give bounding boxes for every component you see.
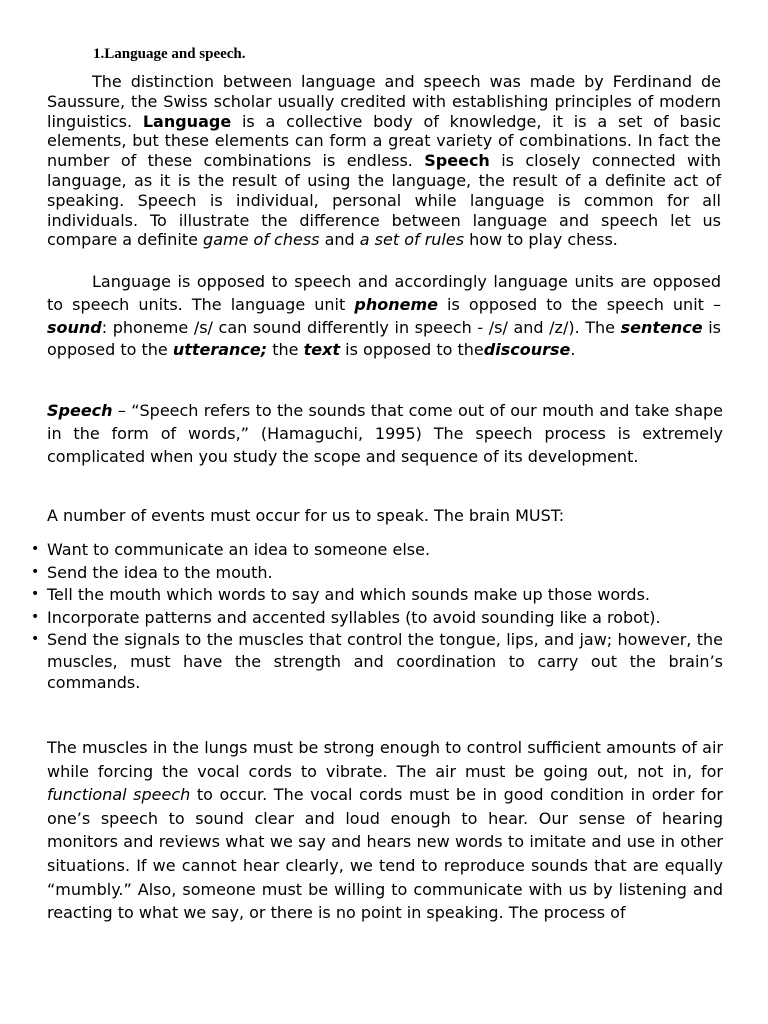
bullet-icon: • (31, 586, 40, 602)
paragraph-text: : phoneme /s/ can sound differently in speech - /s/ and /z/). The (101, 317, 621, 337)
list-item-text: Incorporate patterns and accented syllables (to avoid sounding like a robot). (47, 607, 661, 627)
paragraph-text: – “Speech refers to the sounds that come out of our mouth and take shape in the form of words,” (Hamaguchi, 1995) The speech process is extremely complicated when you study the scope and sequence of its development. (47, 401, 723, 466)
term-text: text (303, 340, 341, 360)
term-game-of-chess: game of chess (203, 230, 320, 250)
term-set-of-rules: a set of rules (359, 230, 465, 250)
term-sentence: sentence (620, 317, 703, 337)
bullet-icon: • (31, 631, 40, 647)
section-heading: 1.Language and speech. (93, 46, 246, 62)
term-functional-speech: functional speech (47, 785, 191, 805)
paragraph-events-intro: A number of events must occur for us to speak. The brain MUST: (47, 506, 565, 525)
paragraph-language-speech-distinction (47, 72, 721, 250)
paragraph-text: to occur. The vocal cords must be in good condition in order for one’s speech to sound clear and loud enough to hear. Our sense of hearing monitors and reviews what we say and hears new words to imitate and use in other situations. If we cannot hear clearly, we tend to reproduce sounds that are equally “mumbly.” Also, someone must be willing to communicate with us by listening and reacting to what we say, or there is no point in speaking. The process of (47, 785, 724, 923)
term-speech: Speech (424, 151, 490, 171)
term-speech-heading: Speech (47, 401, 113, 420)
brain-steps-list (0, 539, 768, 695)
bullet-icon: • (31, 608, 40, 625)
paragraph-units-opposition (47, 271, 721, 362)
bullet-icon: • (31, 563, 40, 580)
paragraph-text: is opposed to the (340, 340, 484, 360)
paragraph-text: The distinction between language and speech was made by Ferdinand de Saussure, the Swiss scholar usually credited with establishing principles of modern linguistics. (47, 72, 721, 131)
paragraph-text: is opposed to the speech unit – (437, 294, 721, 314)
paragraph-text: is a collective body of knowledge, it is a set of basic elements, but these elements can form a great variety of combinations. In fact the number of these combinations is endless. (47, 111, 721, 171)
paragraph-text: how to play chess. (464, 230, 618, 250)
paragraph-text: is opposed to the (47, 317, 721, 360)
term-sound: sound (47, 317, 102, 337)
list-item-text: Send the idea to the mouth. (47, 562, 273, 582)
list-item-text: Want to communicate an idea to someone else. (47, 540, 431, 559)
term-language: Language (142, 111, 232, 131)
list-item-text: Tell the mouth which words to say and which sounds make up those words. (47, 585, 651, 604)
paragraph-text: and (319, 230, 360, 250)
paragraph-speech-definition (47, 400, 723, 468)
bullet-icon: • (31, 541, 40, 557)
paragraph-text: . (570, 340, 576, 360)
paragraph-text: is closely connected with language, as it is the result of using the language, the result of a definite act of speaking. Speech is individual, personal while language is common for all individuals. To illustrate the difference between language and speech let us compare a definite (47, 151, 721, 250)
list-item-text: Send the signals to the muscles that control the tongue, lips, and jaw; however, the muscles, must have the strength and coordination to carry out the brain’s commands. (47, 630, 723, 692)
list-item (31, 584, 723, 607)
list-item (31, 562, 723, 585)
paragraph-text: The muscles in the lungs must be strong enough to control sufficient amounts of air while forcing the vocal cords to vibrate. The air must be going out, not in, for (47, 738, 723, 781)
list-item (31, 607, 723, 630)
term-utterance: utterance; (172, 340, 268, 360)
list-item (31, 629, 723, 695)
term-discourse: discourse (483, 340, 571, 360)
paragraph-muscles-and-hearing (47, 736, 723, 925)
paragraph-text: the (267, 340, 304, 360)
term-phoneme: phoneme (354, 294, 438, 314)
paragraph-text: Language is opposed to speech and accordingly language units are opposed to speech units. The language unit (47, 272, 721, 314)
list-item (31, 539, 723, 562)
